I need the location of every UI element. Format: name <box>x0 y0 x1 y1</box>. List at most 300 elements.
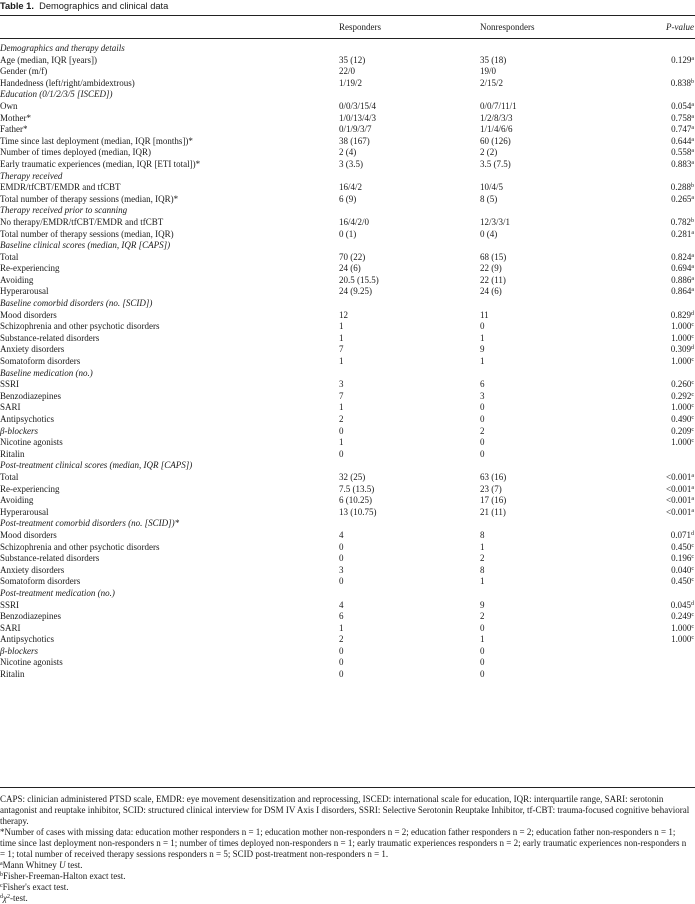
table-row <box>0 402 695 414</box>
pvalue-number: 0.886 <box>671 274 692 285</box>
pvalue-test-mark: a <box>691 472 694 479</box>
cell-pvalue <box>671 101 694 113</box>
table-row <box>0 426 695 438</box>
table-row <box>0 310 695 322</box>
footnote-a-post: test. <box>65 860 83 870</box>
row-label: Own <box>0 100 18 111</box>
row-label: Ritalin <box>0 448 25 459</box>
cell-responders: 1 <box>339 321 344 332</box>
cell-pvalue <box>671 194 694 206</box>
table-row <box>0 576 695 588</box>
cell-nonresponders: 2 (2) <box>480 147 498 158</box>
cell-responders: 1 <box>339 356 344 367</box>
footnote-a-u: U <box>59 860 66 870</box>
table-caption-label: Table 1. <box>0 1 34 11</box>
row-label: Anxiety disorders <box>0 564 65 575</box>
cell-nonresponders: 0 (4) <box>480 228 498 239</box>
table-section-header <box>0 298 695 310</box>
pvalue-test-mark: c <box>691 565 694 572</box>
pvalue-test-mark: a <box>691 148 694 155</box>
row-label: SARI <box>0 402 21 413</box>
pvalue-test-mark: d <box>691 345 694 352</box>
footnote-b-text: Fisher-Freeman-Halton exact test. <box>3 871 126 881</box>
pvalue-number: 0.824 <box>671 251 692 262</box>
cell-pvalue <box>666 472 694 484</box>
pvalue-test-mark: c <box>691 635 694 642</box>
cell-pvalue <box>671 217 694 229</box>
pvalue-number: <0.001 <box>666 506 692 517</box>
cell-responders: 6 (9) <box>339 193 357 204</box>
section-label: Baseline comorbid disorders (no. [SCID]) <box>0 298 153 309</box>
cell-nonresponders: 2 <box>480 553 485 564</box>
footnote-d-chi: χ <box>3 893 7 903</box>
cell-responders: 35 (12) <box>339 54 366 65</box>
cell-responders: 6 <box>339 611 344 622</box>
row-label: β-blockers <box>0 645 38 656</box>
cell-pvalue <box>671 263 694 275</box>
table-row <box>0 669 695 681</box>
table-section-header <box>0 460 695 472</box>
pvalue-test-mark: a <box>691 252 694 259</box>
row-label: Antipsychotics <box>0 414 54 424</box>
pvalue-number: 0.450 <box>671 541 692 552</box>
pvalue-number: 0.747 <box>671 124 692 135</box>
row-label: Hyperarousal <box>0 506 49 517</box>
pvalue-number: 0.292 <box>671 390 692 401</box>
pvalue-number: 0.265 <box>671 193 692 204</box>
table-section-header <box>0 240 695 252</box>
cell-pvalue <box>671 391 694 403</box>
header-pvalue <box>666 22 694 33</box>
footnote-c-text: Fisher's exact test. <box>2 882 69 892</box>
cell-pvalue <box>671 600 694 612</box>
pvalue-test-mark: b <box>691 78 694 85</box>
row-label: Re-experiencing <box>0 483 60 494</box>
table-row <box>0 414 695 426</box>
pvalue-test-mark: c <box>691 415 694 421</box>
pvalue-number: 1.000 <box>671 622 692 633</box>
row-label: Early traumatic experiences (median, IQR [ETI total])* <box>0 158 201 169</box>
row-label: Nicotine agonists <box>0 437 63 448</box>
row-label: SSRI <box>0 379 20 390</box>
row-label: Somatoform disorders <box>0 576 81 587</box>
cell-pvalue <box>671 113 694 125</box>
cell-responders: 2 <box>339 634 344 645</box>
pvalue-number: 0.758 <box>671 112 692 123</box>
cell-nonresponders: 0 <box>480 645 485 656</box>
table-top-rule <box>0 15 695 16</box>
pvalue-number: 0.309 <box>670 344 691 355</box>
table-row <box>0 565 695 577</box>
cell-responders: 0 <box>339 657 344 668</box>
row-label: Nicotine agonists <box>0 657 63 668</box>
row-label: Father* <box>0 124 28 135</box>
table-section-header <box>0 43 695 55</box>
pvalue-number: 0.040 <box>671 564 692 575</box>
pvalue-test-mark: a <box>691 484 694 491</box>
cell-responders: 0 <box>339 553 344 564</box>
table-row <box>0 182 695 194</box>
cell-pvalue <box>671 344 694 356</box>
pvalue-test-mark: b <box>691 183 694 190</box>
table-section-header <box>0 171 695 183</box>
row-label: Total <box>0 251 19 262</box>
cell-nonresponders: 6 <box>480 379 485 390</box>
pvalue-test-mark: a <box>691 113 694 120</box>
cell-responders: 6 (10.25) <box>339 495 372 506</box>
header-pvalue-text: P-value <box>666 22 694 32</box>
pvalue-test-mark: b <box>691 217 694 224</box>
table-row <box>0 379 695 391</box>
cell-nonresponders: 23 (7) <box>480 483 502 494</box>
cell-pvalue <box>671 414 694 426</box>
table-section-header <box>0 588 695 600</box>
footnote-d-mark: d <box>0 894 3 900</box>
cell-nonresponders: 0 <box>480 669 485 680</box>
footnote-c <box>0 882 693 893</box>
table-row <box>0 600 695 612</box>
cell-nonresponders: 1 <box>480 332 485 343</box>
cell-responders: 2 <box>339 414 344 424</box>
table-row <box>0 263 695 275</box>
cell-pvalue <box>671 124 694 136</box>
cell-nonresponders: 9 <box>480 344 485 355</box>
cell-responders: 13 (10.75) <box>339 506 377 517</box>
pvalue-test-mark: a <box>691 496 694 503</box>
cell-pvalue <box>671 565 694 577</box>
footnote-d-text: -test. <box>9 893 28 903</box>
pvalue-number: 0.260 <box>671 379 692 390</box>
row-label: Avoiding <box>0 495 34 506</box>
pvalue-test-mark: c <box>691 554 694 561</box>
row-label: Mood disorders <box>0 529 57 540</box>
pvalue-test-mark: c <box>691 403 694 410</box>
pvalue-number: 1.000 <box>671 437 692 448</box>
cell-pvalue <box>671 437 694 449</box>
cell-responders: 1 <box>339 402 344 413</box>
cell-pvalue <box>666 495 694 507</box>
table-row <box>0 321 695 333</box>
row-label: Re-experiencing <box>0 263 60 274</box>
row-label: Gender (m/f) <box>0 66 48 77</box>
cell-nonresponders: 3 <box>480 390 485 401</box>
table-row <box>0 101 695 113</box>
row-label: Benzodiazepines <box>0 611 61 622</box>
pvalue-number: 0.249 <box>671 611 692 622</box>
cell-pvalue <box>671 356 694 368</box>
cell-nonresponders: 1/2/8/3/3 <box>480 112 513 123</box>
pvalue-test-mark: a <box>691 264 694 271</box>
cell-pvalue <box>671 147 694 159</box>
table-header-rule <box>0 38 695 39</box>
row-label: Total number of therapy sessions (median, IQR) <box>0 228 174 239</box>
pvalue-test-mark: c <box>691 333 694 340</box>
pvalue-number: 0.209 <box>671 425 692 436</box>
pvalue-number: 0.450 <box>671 576 692 587</box>
pvalue-number: 0.288 <box>670 182 691 193</box>
cell-responders: 0 <box>339 448 344 459</box>
cell-pvalue <box>671 542 694 554</box>
cell-nonresponders: 1 <box>480 634 485 645</box>
cell-pvalue <box>671 136 694 148</box>
cell-nonresponders: 11 <box>480 309 489 320</box>
cell-pvalue <box>666 507 694 519</box>
section-label: Post-treatment clinical scores (median, IQR [CAPS]) <box>0 460 193 471</box>
pvalue-test-mark: a <box>691 194 694 201</box>
cell-nonresponders: 0 <box>480 622 485 633</box>
footnote-a-mark: a <box>0 861 3 867</box>
cell-nonresponders: 12/3/3/1 <box>480 216 511 227</box>
row-label: SARI <box>0 622 21 633</box>
table-row <box>0 147 695 159</box>
cell-nonresponders: 0 <box>480 321 485 332</box>
pvalue-number: 1.000 <box>671 332 692 343</box>
cell-pvalue <box>671 333 694 345</box>
pvalue-test-mark: c <box>691 577 694 584</box>
footnote-d-sq: 2 <box>6 894 10 900</box>
cell-responders: 0 <box>339 669 344 680</box>
pvalue-number: 1.000 <box>671 356 692 367</box>
pvalue-test-mark: c <box>691 322 694 329</box>
table-row <box>0 553 695 565</box>
table-section-header <box>0 205 695 217</box>
cell-responders: 16/4/2 <box>339 182 363 193</box>
cell-pvalue <box>671 426 694 438</box>
pvalue-test-mark: c <box>691 391 694 398</box>
row-label: Avoiding <box>0 274 34 285</box>
pvalue-number: 1.000 <box>671 321 692 332</box>
cell-nonresponders: 22 (11) <box>480 274 506 285</box>
pvalue-test-mark: c <box>691 426 694 433</box>
table-row <box>0 124 695 136</box>
cell-nonresponders: 0 <box>480 448 485 459</box>
pvalue-number: 0.644 <box>671 135 692 146</box>
table-row <box>0 484 695 496</box>
table-row <box>0 286 695 298</box>
pvalue-number: <0.001 <box>666 483 692 494</box>
section-label: Baseline medication (no.) <box>0 367 93 378</box>
cell-nonresponders: 0 <box>480 437 485 448</box>
cell-responders: 20.5 (15.5) <box>339 274 379 285</box>
pvalue-test-mark: a <box>691 287 694 294</box>
cell-pvalue <box>671 182 694 194</box>
pvalue-number: 0.054 <box>671 100 692 111</box>
cell-pvalue <box>671 576 694 588</box>
pvalue-test-mark: c <box>691 542 694 549</box>
footnote-a <box>0 860 693 871</box>
table-row <box>0 78 695 90</box>
table-row <box>0 136 695 148</box>
row-label: Antipsychotics <box>0 634 54 645</box>
pvalue-test-mark: c <box>691 357 694 364</box>
cell-pvalue <box>671 252 694 264</box>
pvalue-test-mark: c <box>691 623 694 630</box>
cell-pvalue <box>671 611 694 623</box>
cell-responders: 70 (22) <box>339 251 366 262</box>
row-label: SSRI <box>0 599 20 610</box>
footnote-missing-data: *Number of cases with missing data: education mother responders n = 1; education mother non-responders n = 2; education father responders n = 2; education father non-responders n = 1; time since last deployment non-responders n = 1; number of times deployed non-responders n = 1; early traumatic experiences responders n = 2; early traumatic experiences non-responders n = 1; total number of received therapy sessions responders n = 5; SCID post-treatment non-responders n = 1. <box>0 827 687 859</box>
cell-responders: 2 (4) <box>339 147 357 158</box>
row-label: Schizophrenia and other psychotic disorders <box>0 541 160 552</box>
cell-nonresponders: 0/0/7/11/1 <box>480 100 517 111</box>
pvalue-number: 0.694 <box>671 263 692 274</box>
table-row <box>0 194 695 206</box>
table-row <box>0 437 695 449</box>
table-row <box>0 657 695 669</box>
table-row <box>0 530 695 542</box>
section-label: Post-treatment medication (no.) <box>0 587 115 598</box>
pvalue-number: 0.045 <box>670 599 691 610</box>
pvalue-number: 0.558 <box>671 147 692 158</box>
row-label: Hyperarousal <box>0 286 49 297</box>
cell-pvalue <box>671 78 694 90</box>
cell-nonresponders: 9 <box>480 599 485 610</box>
pvalue-test-mark: c <box>691 380 694 387</box>
cell-nonresponders: 1 <box>480 356 485 367</box>
cell-pvalue <box>671 229 694 241</box>
pvalue-number: 0.883 <box>671 158 692 169</box>
cell-pvalue <box>671 634 694 646</box>
section-label: Baseline clinical scores (median, IQR [CAPS]) <box>0 240 171 251</box>
table-section-header <box>0 518 695 530</box>
cell-responders: 22/0 <box>339 66 356 77</box>
table-row <box>0 472 695 484</box>
cell-nonresponders: 35 (18) <box>480 54 507 65</box>
footnote-abbreviations: CAPS: clinician administered PTSD scale, EMDR: eye movement desensitization and reprocessing, ISCED: international scale for education, IQR: interquartile range, SARI: serotonin antagonist and reuptake inhibitor, SCID: structured clinical interview for DSM IV Axis I disorders, SSRI: Selective Serotonin Reuptake Inhibitor, tf-CBT: trauma-focused cognitive behavioral therapy. <box>0 794 690 826</box>
footnote-a-pre: Mann Whitney <box>2 860 59 870</box>
row-label: Ritalin <box>0 669 25 680</box>
row-label: No therapy/EMDR/tfCBT/EMDR and tfCBT <box>0 216 164 227</box>
cell-responders: 1 <box>339 622 344 633</box>
cell-pvalue <box>671 275 694 287</box>
pvalue-number: 0.490 <box>671 414 692 424</box>
cell-responders: 12 <box>339 309 348 320</box>
section-label: Demographics and therapy details <box>0 43 125 53</box>
cell-nonresponders: 1 <box>480 541 485 552</box>
pvalue-number: <0.001 <box>666 495 692 506</box>
pvalue-test-mark: c <box>691 438 694 445</box>
row-label: Total <box>0 471 19 482</box>
cell-pvalue <box>671 321 694 333</box>
row-label: Substance-related disorders <box>0 332 100 343</box>
pvalue-test-mark: d <box>691 310 694 317</box>
row-label: Benzodiazepines <box>0 390 61 401</box>
cell-nonresponders: 8 <box>480 564 485 575</box>
row-label: β-blockers <box>0 425 38 436</box>
table-row <box>0 66 695 78</box>
cell-responders: 1 <box>339 332 344 343</box>
pvalue-number: 0.782 <box>670 216 691 227</box>
pvalue-test-mark: d <box>691 600 694 607</box>
cell-responders: 3 (3.5) <box>339 158 363 169</box>
cell-nonresponders: 0 <box>480 414 485 424</box>
cell-nonresponders: 21 (11) <box>480 506 506 517</box>
table-row <box>0 449 695 461</box>
cell-responders: 32 (25) <box>339 471 366 482</box>
table-row <box>0 507 695 519</box>
cell-pvalue <box>671 310 694 322</box>
table-row <box>0 113 695 125</box>
cell-responders: 0 <box>339 541 344 552</box>
cell-pvalue <box>671 553 694 565</box>
table-row <box>0 344 695 356</box>
section-label: Therapy received <box>0 170 63 181</box>
row-label: EMDR/tfCBT/EMDR and tfCBT <box>0 182 121 193</box>
pvalue-test-mark: a <box>691 136 694 143</box>
pvalue-number: 1.000 <box>671 402 692 413</box>
cell-nonresponders: 24 (6) <box>480 286 502 297</box>
pvalue-number: 0.281 <box>671 228 692 239</box>
table-row <box>0 275 695 287</box>
pvalue-test-mark: a <box>691 125 694 132</box>
cell-responders: 38 (167) <box>339 135 370 146</box>
cell-pvalue <box>671 379 694 391</box>
cell-responders: 24 (6) <box>339 263 361 274</box>
cell-responders: 0 <box>339 576 344 587</box>
pvalue-number: 0.829 <box>670 309 691 320</box>
cell-responders: 1/19/2 <box>339 77 363 88</box>
cell-nonresponders: 60 (126) <box>480 135 511 146</box>
cell-nonresponders: 0 <box>480 402 485 413</box>
cell-responders: 0/1/9/3/7 <box>339 124 372 135</box>
cell-pvalue <box>671 623 694 635</box>
cell-pvalue <box>671 530 694 542</box>
cell-responders: 16/4/2/0 <box>339 216 370 227</box>
cell-pvalue <box>671 55 694 67</box>
pvalue-number: 0.071 <box>670 529 691 540</box>
pvalue-number: 1.000 <box>671 634 692 645</box>
row-label: Number of times deployed (median, IQR) <box>0 147 151 158</box>
cell-pvalue <box>671 286 694 298</box>
header-responders: Responders <box>339 22 381 32</box>
table-row <box>0 252 695 264</box>
cell-responders: 3 <box>339 379 344 390</box>
cell-responders: 7 <box>339 390 344 401</box>
table-row <box>0 333 695 345</box>
cell-responders: 24 (9.25) <box>339 286 372 297</box>
pvalue-test-mark: a <box>691 275 694 282</box>
table-row <box>0 229 695 241</box>
row-label: Anxiety disorders <box>0 344 65 355</box>
pvalue-number: 0.838 <box>670 77 691 88</box>
table-body <box>0 43 695 681</box>
cell-responders: 7 <box>339 344 344 355</box>
cell-pvalue <box>671 402 694 414</box>
cell-responders: 0/0/3/15/4 <box>339 100 377 111</box>
table-bottom-rule <box>0 787 695 788</box>
table-row <box>0 495 695 507</box>
table-caption <box>0 0 168 12</box>
row-label: Substance-related disorders <box>0 553 100 564</box>
cell-nonresponders: 0 <box>480 657 485 668</box>
footnote-b-mark: b <box>0 872 3 878</box>
table-footnotes <box>0 794 693 904</box>
cell-pvalue <box>671 159 694 171</box>
pvalue-number: <0.001 <box>666 471 692 482</box>
footnote-d <box>0 893 693 904</box>
pvalue-test-mark: a <box>691 55 694 62</box>
pvalue-test-mark: a <box>691 507 694 514</box>
cell-nonresponders: 8 (5) <box>480 193 498 204</box>
cell-nonresponders: 2/15/2 <box>480 77 504 88</box>
row-label: Somatoform disorders <box>0 356 81 367</box>
cell-responders: 1 <box>339 437 344 448</box>
cell-nonresponders: 10/4/5 <box>480 182 504 193</box>
row-label: Handedness (left/right/ambidextrous) <box>0 77 135 88</box>
table-row <box>0 217 695 229</box>
cell-nonresponders: 3.5 (7.5) <box>480 158 511 169</box>
cell-responders: 0 <box>339 425 344 436</box>
